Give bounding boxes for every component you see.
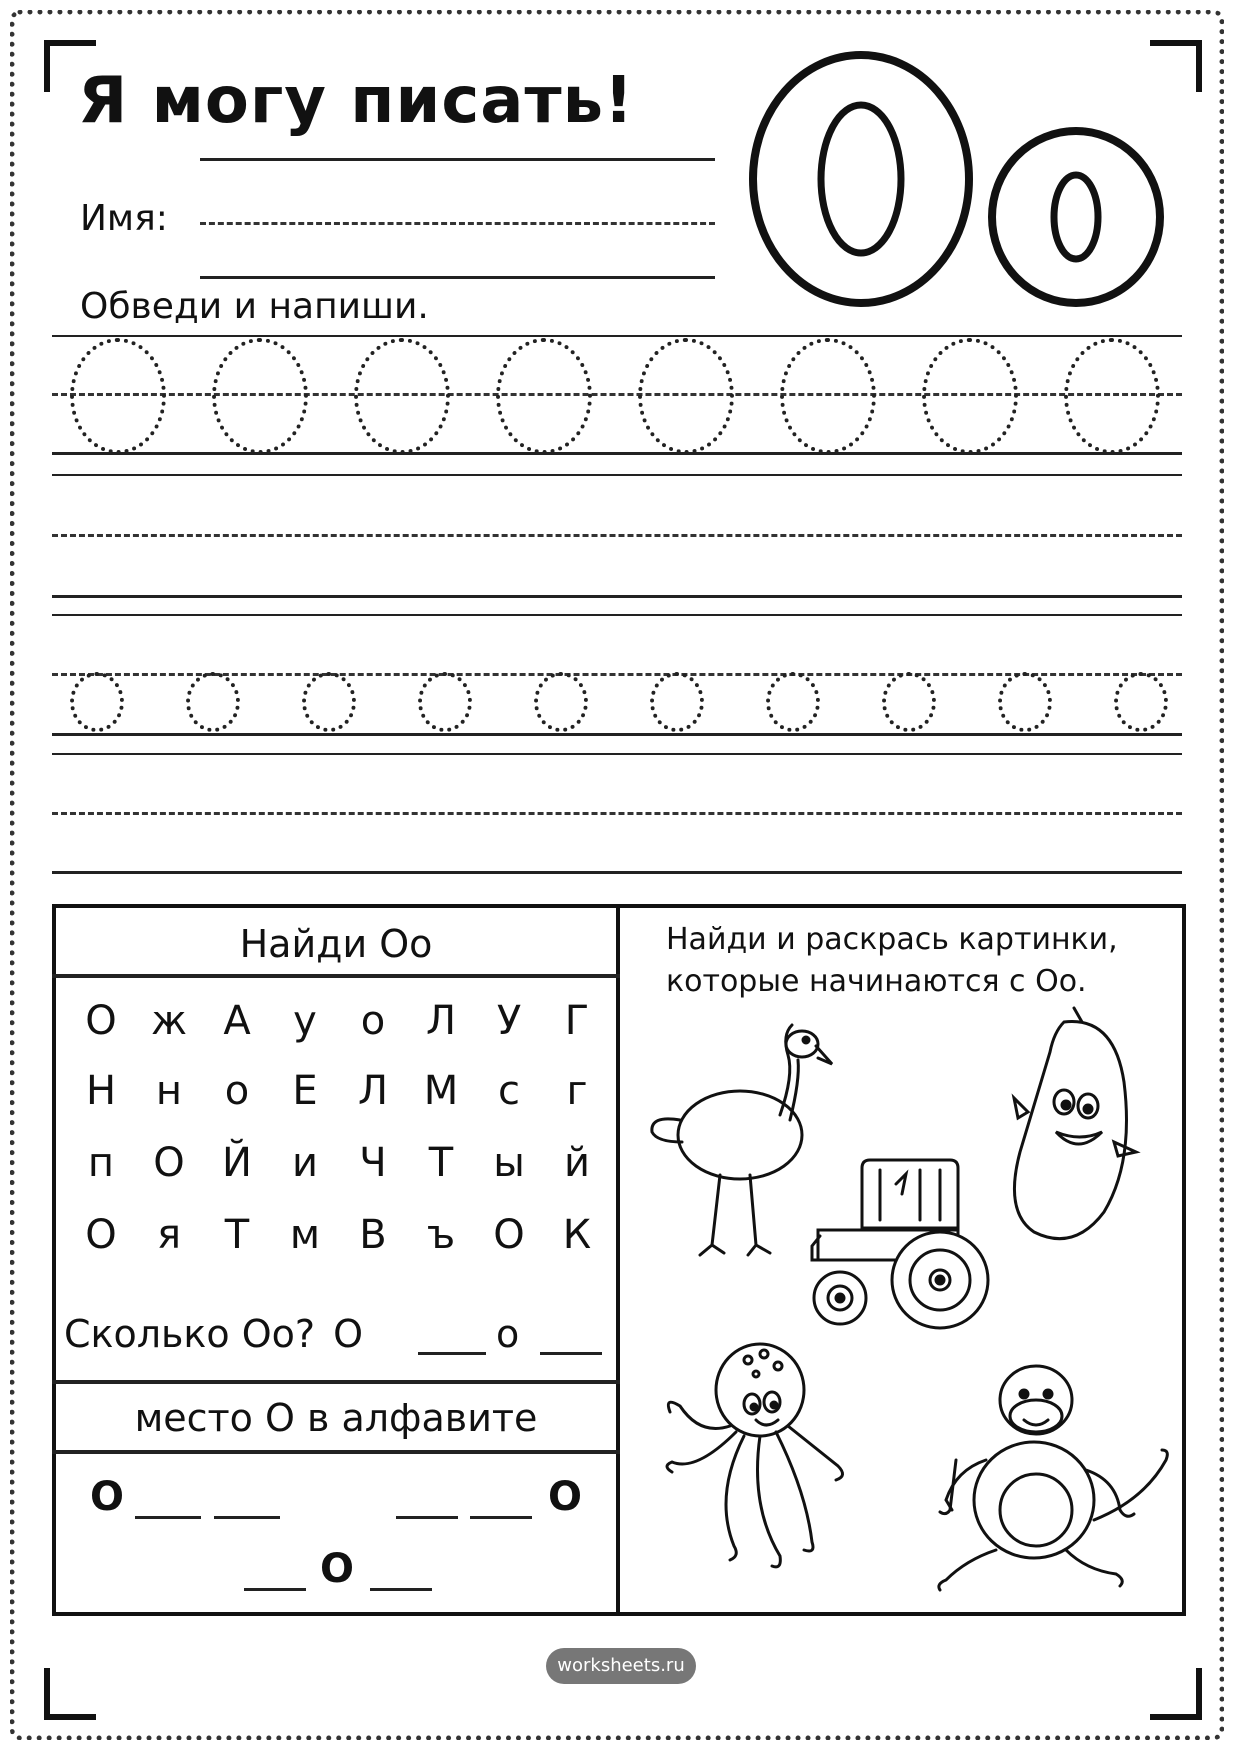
count-lower-blank[interactable] [540, 1352, 602, 1355]
trace-letter-lower[interactable] [650, 672, 704, 732]
grid-letter[interactable]: н [155, 1068, 183, 1114]
trace-letter-upper[interactable] [70, 338, 166, 454]
grid-letter[interactable]: я [156, 1212, 182, 1258]
count-prompt-text: Сколько Оо? [64, 1312, 316, 1356]
grid-letter[interactable]: о [224, 1068, 250, 1114]
alphabet-blank[interactable] [244, 1588, 306, 1591]
trace-letter-lower[interactable] [418, 672, 472, 732]
monkey-picture[interactable] [916, 1360, 1176, 1600]
count-upper-blank[interactable] [418, 1352, 486, 1355]
alphabet-blank[interactable] [214, 1516, 280, 1519]
grid-letter[interactable]: ж [150, 998, 188, 1044]
guide-baseline [52, 452, 1182, 455]
tractor-picture[interactable] [800, 1140, 1010, 1340]
find-heading-divider [52, 974, 620, 978]
count-lower-letter: о [496, 1312, 520, 1356]
trace-letter-upper[interactable] [496, 338, 592, 454]
corner-bottom-right [1150, 1668, 1202, 1720]
grid-letter[interactable]: Г [564, 998, 590, 1044]
grid-letter[interactable]: Л [425, 998, 457, 1044]
grid-letter[interactable]: Т [428, 1140, 454, 1186]
guide-baseline [52, 595, 1182, 598]
name-label: Имя: [80, 198, 168, 239]
grid-letter[interactable]: О [153, 1140, 185, 1186]
worksheet-title: Я могу писать! [78, 64, 635, 138]
grid-letter[interactable]: Н [85, 1068, 117, 1114]
grid-letter[interactable]: О [85, 998, 117, 1044]
grid-letter[interactable]: ъ [426, 1212, 456, 1258]
trace-letter-upper[interactable] [1064, 338, 1160, 454]
title-underline [200, 158, 715, 161]
trace-letter-upper[interactable] [638, 338, 734, 454]
grid-letter[interactable]: Т [224, 1212, 250, 1258]
find-letter-box [52, 904, 620, 1616]
trace-letter-upper[interactable] [212, 338, 308, 454]
big-letter-upper [746, 48, 976, 310]
trace-letter-lower[interactable] [70, 672, 124, 732]
grid-letter[interactable]: о [360, 998, 386, 1044]
grid-letter[interactable]: п [87, 1140, 115, 1186]
cucumber-picture[interactable] [1004, 1002, 1154, 1252]
grid-letter[interactable]: у [293, 998, 317, 1044]
corner-top-right [1150, 40, 1202, 92]
octopus-picture[interactable] [660, 1340, 850, 1600]
grid-letter[interactable]: ы [493, 1140, 525, 1186]
guide-line [52, 614, 1182, 616]
trace-letter-lower[interactable] [766, 672, 820, 732]
alphabet-marker-1: О [90, 1474, 125, 1520]
grid-letter[interactable]: г [566, 1068, 588, 1114]
big-letter-lower [985, 124, 1167, 310]
grid-letter[interactable]: с [498, 1068, 520, 1114]
trace-letter-lower[interactable] [302, 672, 356, 732]
alphabet-blank[interactable] [470, 1516, 532, 1519]
alphabet-divider-bottom [52, 1450, 620, 1454]
guide-baseline [52, 871, 1182, 874]
name-underline [200, 276, 715, 279]
alphabet-blank[interactable] [396, 1516, 458, 1519]
name-field-line[interactable] [200, 222, 715, 225]
alphabet-marker-3: О [320, 1546, 355, 1592]
grid-letter[interactable]: В [359, 1212, 387, 1258]
alphabet-blank[interactable] [370, 1588, 432, 1591]
trace-letter-lower[interactable] [186, 672, 240, 732]
count-upper-letter: О [333, 1312, 364, 1356]
alphabet-divider-top [52, 1380, 620, 1384]
guide-line [52, 753, 1182, 755]
alphabet-marker-2: О [548, 1474, 583, 1520]
guide-baseline [52, 733, 1182, 736]
trace-letter-lower[interactable] [882, 672, 936, 732]
trace-letter-upper[interactable] [354, 338, 450, 454]
grid-letter[interactable]: й [564, 1140, 590, 1186]
grid-letter[interactable]: Ч [359, 1140, 387, 1186]
guide-midline [52, 812, 1182, 815]
trace-letter-upper[interactable] [922, 338, 1018, 454]
grid-letter[interactable]: Й [222, 1140, 252, 1186]
brand-logo: worksheets.ru [546, 1648, 696, 1684]
pictures-instruction-line2: которые начинаются с Оо. [666, 964, 1087, 999]
corner-bottom-left [44, 1668, 96, 1720]
trace-letter-upper[interactable] [780, 338, 876, 454]
trace-letter-lower[interactable] [998, 672, 1052, 732]
trace-letter-lower[interactable] [534, 672, 588, 732]
guide-line [52, 335, 1182, 337]
grid-letter[interactable]: Л [357, 1068, 389, 1114]
grid-letter[interactable]: и [292, 1140, 318, 1186]
alphabet-blank[interactable] [135, 1516, 201, 1519]
grid-letter[interactable]: М [423, 1068, 459, 1114]
grid-letter[interactable]: А [223, 998, 251, 1044]
trace-letter-lower[interactable] [1114, 672, 1168, 732]
trace-instruction: Обведи и напиши. [80, 286, 429, 327]
grid-letter[interactable]: О [85, 1212, 117, 1258]
grid-letter[interactable]: О [493, 1212, 525, 1258]
grid-letter[interactable]: м [289, 1212, 321, 1258]
count-prompt [64, 1312, 363, 1356]
pictures-instruction-line1: Найди и раскрась картинки, [666, 922, 1118, 957]
grid-letter[interactable]: Е [292, 1068, 318, 1114]
guide-midline [52, 534, 1182, 537]
grid-letter[interactable]: К [562, 1212, 592, 1258]
guide-line [52, 474, 1182, 476]
find-heading: Найди Оо [239, 922, 433, 966]
alphabet-heading: место О в алфавите [134, 1396, 538, 1440]
grid-letter[interactable]: У [496, 998, 522, 1044]
